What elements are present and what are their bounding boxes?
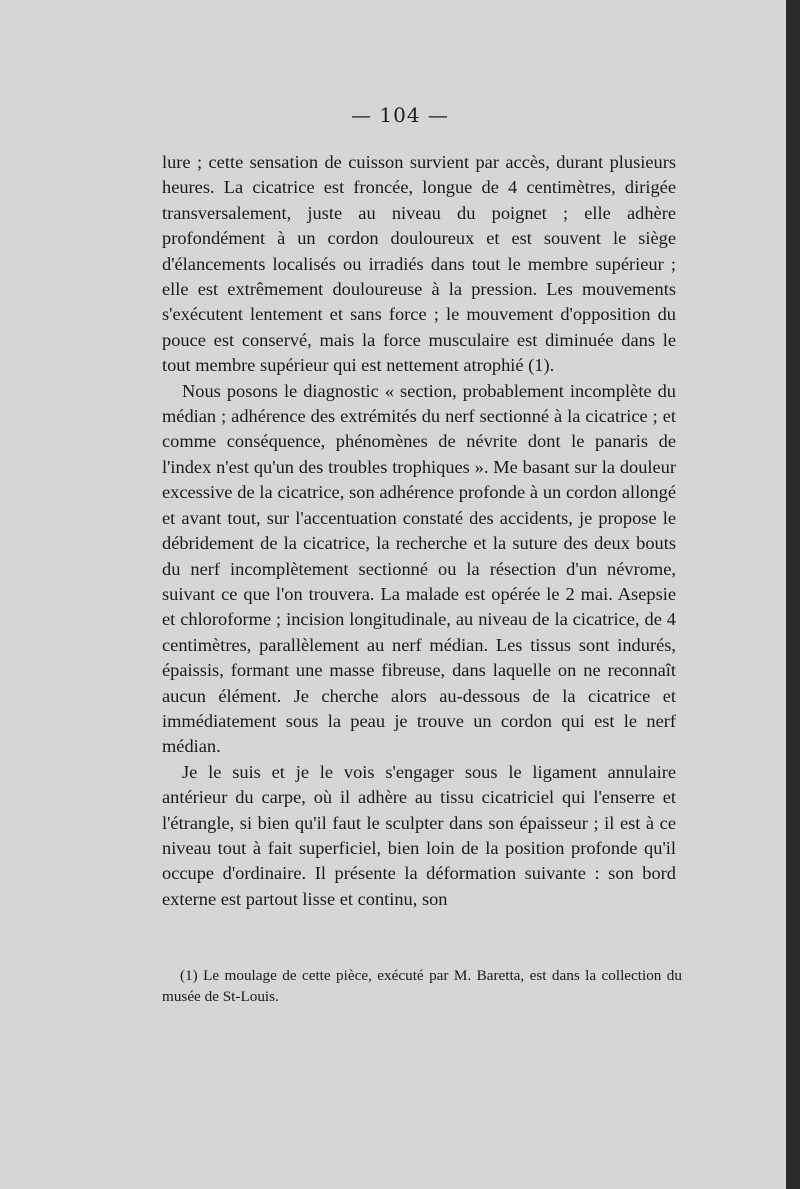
footnote-text: (1) Le moulage de cette pièce, exécuté par M. Baretta, est dans la collection du musée de St-Louis. <box>162 967 682 1005</box>
page-number: — 104 — <box>351 103 449 127</box>
paragraph-2: Nous posons le diagnostic « section, probablement incomplète du médian ; adhérence des extrémités du nerf sectionné à la cicatrice ; et comme conséquence, phénomènes de névrite dont le panaris de l'index n'est qu'un des troubles trophiques ». Me basant sur la douleur excessive de la cicatrice, son adhérence profonde à un cordon allongé et avant tout, sur l'accentuation constaté des accidents, je propose le débridement de la cicatrice, la recherche et la suture des deux bouts du nerf incomplètement sectionné ou la résection d'un névrome, suivant ce que l'on trouvera. La malade est opérée le 2 mai. Asepsie et chloroforme ; incision longitudinale, au niveau de la cicatrice, de 4 centimètres, parallèlement au nerf médian. Les tissus sont indurés, épaissis, formant une masse fibreuse, dans laquelle on ne reconnaît aucun élément. Je cherche alors au-dessous de la cicatrice et immédiatement sous la peau je trouve un cordon qui est le nerf médian. <box>162 380 676 757</box>
footnote <box>162 965 682 1007</box>
paragraph-3: Je le suis et je le vois s'engager sous le ligament annulaire antérieur du carpe, où il adhère au tissu cicatriciel qui l'enserre et l'étrangle, si bien qu'il faut le sculpter dans son épaisseur ; il est à ce niveau tout à fait superficiel, bien loin de la position profonde qu'il occupe d'ordinaire. Il présente la déformation suivante : son bord externe est partout lisse et continu, son <box>162 761 676 909</box>
scan-edge <box>786 0 800 1189</box>
paragraph-1: lure ; cette sensation de cuisson survient par accès, durant plusieurs heures. La cicatrice est froncée, longue de 4 centimètres, dirigée transversalement, juste au niveau du poignet ; elle adhère profondément à un cordon douloureux et est souvent le siège d'élancements localisés ou irradiés dans tout le membre supérieur ; elle est extrêmement douloureuse à la pression. Les mouvements s'exécutent lentement et sans force ; le mouvement d'opposition du pouce est conservé, mais la force musculaire est diminuée dans le tout membre supérieur qui est nettement atrophié (1). <box>162 152 676 376</box>
body-text <box>162 150 676 912</box>
